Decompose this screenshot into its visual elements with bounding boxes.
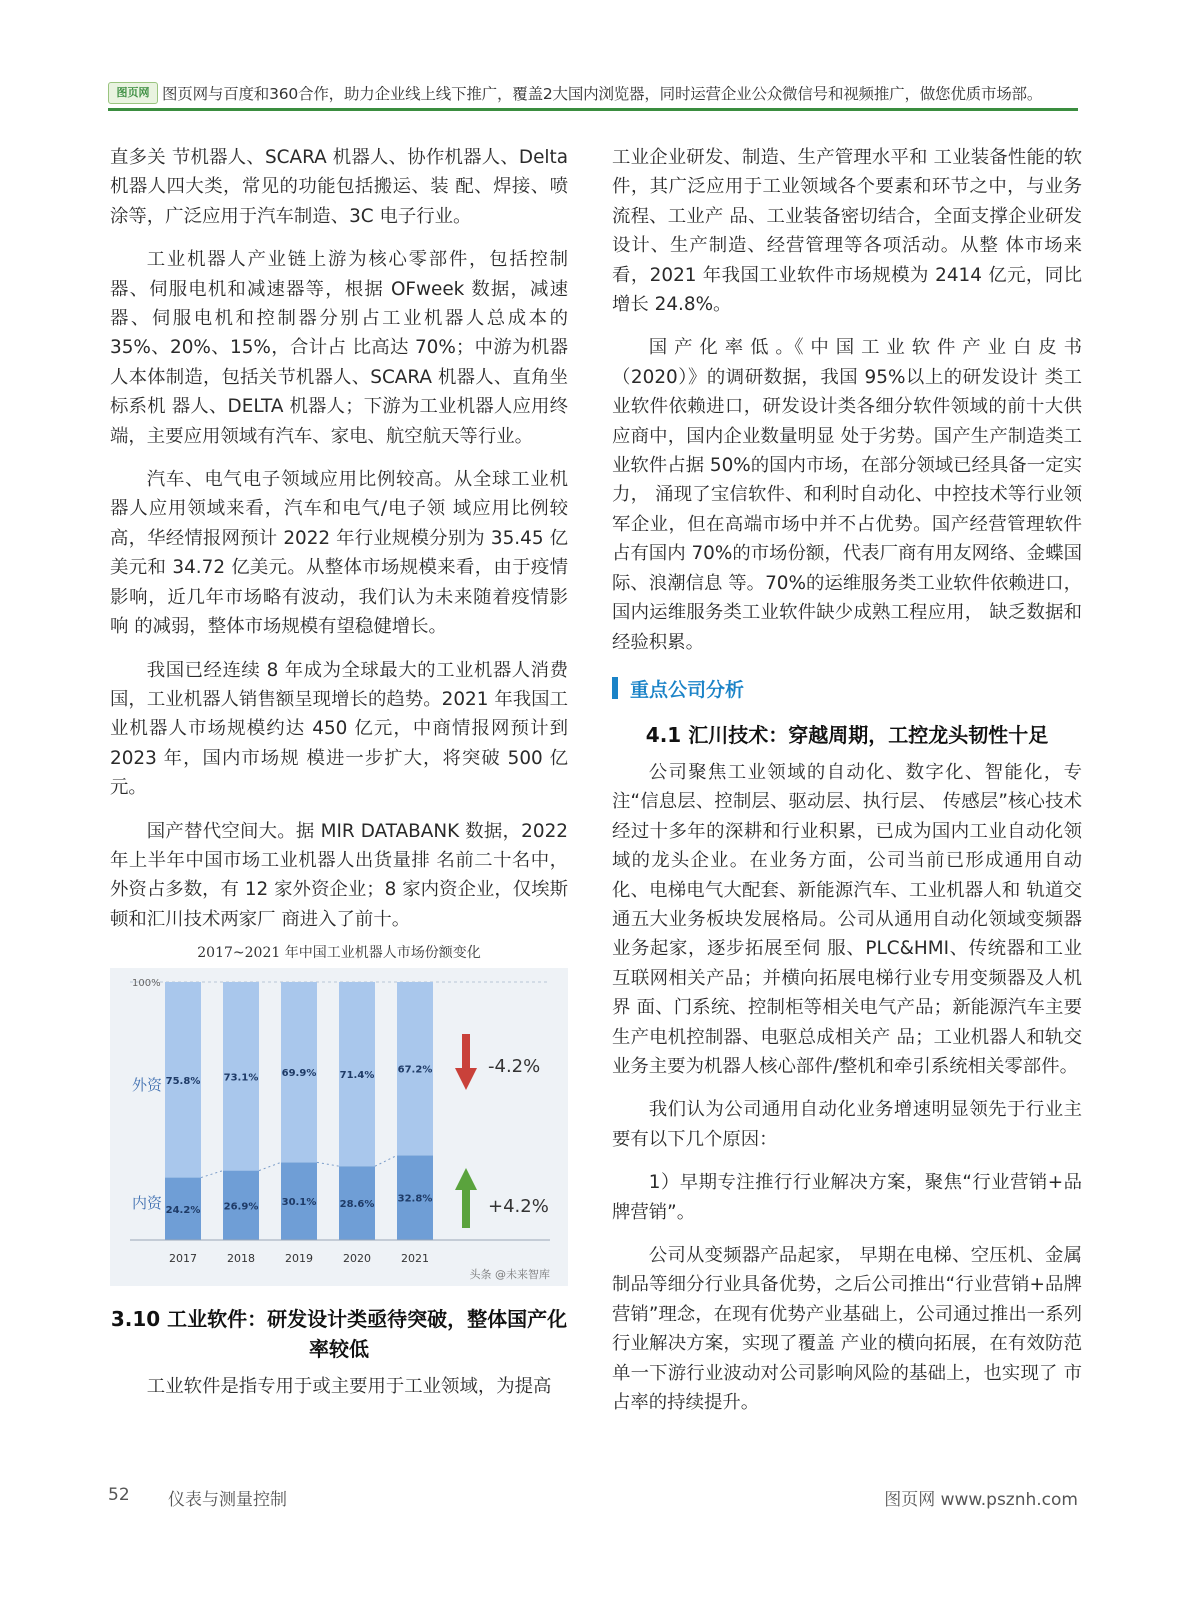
page-footer — [108, 1485, 1078, 1509]
section-heading-4-1: 4.1 汇川技术：穿越周期，工控龙头韧性十足 — [645, 722, 1049, 747]
data-label-domestic: 24.2% — [165, 1204, 201, 1216]
data-label-foreign: 71.4% — [339, 1070, 375, 1082]
magazine-name: 仪表与测量控制 — [168, 1490, 287, 1510]
paragraph: 工业机器人产业链上游为核心零部件，包括控制器、伺服电机和减速器等，根据 OFweek 数据，减速器、伺服电机和控制器分别占工业机器人总成本的 35%、20%、15%，合计占 比高达 70%；中游为机器人本体制造，包括关节机器人、SCARA 机器人、直角坐标系机 器人、DELTA 机器人；下游为工业机器人应用终端，主要应用领域有汽车、家电、航空航天等行业。 — [110, 249, 568, 447]
watermark: 头条 @未来智库 — [469, 1268, 550, 1282]
paragraph: 汽车、电气电子领域应用比例较高。从全球工业机器人应用领域来看，汽车和电气/电子领 域应用比例较高，华经情报网预计 2022 年行业规模分别为 35.45 亿美元和 34.72 亿美元。从整体市场规模来看，由于疫情影响，近几年市场略有波动，我们认为未来随着疫情影响 的减弱，整体市场规模有望稳健增长。 — [110, 469, 568, 638]
xtick-label: 2019 — [285, 1252, 313, 1266]
paragraph: 公司从变频器产品起家， 早期在电梯、空压机、金属制品等细分行业具备优势，之后公司推出“行业营销+品牌 营销”理念，在现有优势产业基础上，公司通过推出一系列行业解决方案，实现了覆盖 产业的横向拓展，在有效防范单一下游行业波动对公司影响风险的基础上，也实现了 市占率的持续提升。 — [612, 1245, 1082, 1414]
paragraph: 公司聚焦工业领域的自动化、数字化、智能化，专注“信息层、控制层、驱动层、执行层、 传感层”核心技术经过十多年的深耕和行业积累，已成为国内工业自动化领域的龙头企业。在业务方面，公司当前已形成通用自动化、电梯电气大配套、新能源汽车、工业机器人和 轨道交通五大业务板块发展格局。公司从通用自动化领域变频器业务起家，逐步拓展至伺 服、PLC&HMI、传统器和工业互联网相关产品；并横向拓展电梯行业专用变频器及人机界 面、门系统、控制柜等相关电气产品；新能源汽车主要生产电机控制器、电驱总成相关产 品；工业机器人和轨交业务主要为机器人核心部件/整机和牵引系统相关零部件。 — [612, 761, 1082, 1077]
data-label-foreign: 67.2% — [397, 1064, 433, 1076]
left-column — [110, 143, 568, 1402]
legend-label-domestic: 内资 — [132, 1194, 163, 1213]
paragraph: 直多关 节机器人、SCARA 机器人、协作机器人、Delta 机器人四大类，常见的功能包括搬运、装 配、焊接、喷涂等，广泛应用于汽车制造、3C 电子行业。 — [110, 147, 568, 227]
data-label-foreign: 69.9% — [281, 1068, 317, 1080]
paragraph: 1）早期专注推行行业解决方案，聚焦“行业营销+品牌营销”。 — [612, 1172, 1082, 1223]
down-arrow-shaft — [462, 1034, 470, 1070]
data-label-domestic: 28.6% — [339, 1199, 375, 1211]
chart-svg — [110, 968, 568, 1286]
xtick-label: 2020 — [343, 1252, 371, 1266]
right-column — [612, 143, 1082, 1417]
paragraph: 国 产 化 率 低 。《 中 国 工 业 软 件 产 业 白 皮 书（2020）》的调研数据，我国 95%以上的研发设计 类工业软件依赖进口，研发设计类各细分软件领域的前十大供应商中，国内企业数量明显 处于劣势。国产生产制造类工业软件占据 50%的国内市场，在部分领域已经具备一定实力， 涌现了宝信软件、和利时自动化、中控技术等行业领军企业，但在高端市场中并不占优势。国产经营管理软件占有国内 70%的市场份额，代表厂商有用友网络、金蝶国际、浪潮信息 等。70%的运维服务类工业软件依赖进口，国内运维服务类工业软件缺少成熟工程应用， 缺乏数据和经验积累。 — [612, 337, 1082, 653]
section-title-text: 重点公司分析 — [630, 678, 745, 701]
page-number: 52 — [108, 1485, 130, 1505]
chart-title: 2017~2021 年中国工业机器人市场份额变化 — [197, 945, 481, 962]
data-label-domestic: 26.9% — [223, 1201, 259, 1213]
section-title — [612, 675, 1082, 702]
data-label-domestic: 32.8% — [397, 1193, 433, 1205]
annotation-down: -4.2% — [488, 1056, 541, 1078]
legend-label-foreign: 外资 — [132, 1076, 163, 1095]
data-label-foreign: 73.1% — [223, 1072, 259, 1084]
section-heading-3-10: 3.10 工业软件：研发设计类亟待突破，整体国产化率较低 — [110, 1307, 568, 1362]
page-header — [108, 78, 1078, 111]
paragraph: 国产替代空间大。据 MIR DATABANK 数据，2022 年上半年中国市场工业机器人出货量排 名前二十名中，外资占多数，有 12 家外资企业；8 家内资企业，仅埃斯顿和汇川技术两家厂 商进入了前十。 — [110, 820, 568, 930]
paragraph: 我国已经连续 8 年成为全球最大的工业机器人消费国，工业机器人销售额呈现增长的趋势。2021 年我国工业机器人市场规模约达 450 亿元，中商情报网预计到 2023 年，国内市场规 模进一步扩大，将突破 500 亿元。 — [110, 659, 568, 799]
xtick-label: 2017 — [169, 1252, 197, 1266]
data-label-domestic: 30.1% — [281, 1197, 317, 1209]
paragraph: 工业软件是指专用于或主要用于工业领域，为提高 — [146, 1376, 552, 1398]
paragraph: 我们认为公司通用自动化业务增速明显领先于行业主要有以下几个原因： — [612, 1099, 1082, 1150]
data-label-foreign: 75.8% — [165, 1075, 201, 1087]
footer-site: 图页网 www.psznh.com — [884, 1490, 1078, 1510]
xtick-label: 2021 — [401, 1252, 429, 1266]
up-arrow-shaft — [462, 1188, 470, 1228]
logo: 图页网 — [108, 82, 158, 104]
paragraph: 工业企业研发、制造、生产管理水平和 工业装备性能的软件，其广泛应用于工业领域各个要素和环节之中，与业务流程、工业产 品、工业装备密切结合，全面支撑企业研发设计、生产制造、经营管理等各项活动。从整 体市场来看，2021 年我国工业软件市场规模为 2414 亿元，同比增长 24.8%。 — [612, 147, 1082, 316]
section-bar-icon — [612, 677, 618, 699]
xtick-label: 2018 — [227, 1252, 255, 1266]
market-share-chart — [110, 968, 568, 1286]
ytick-label: 100% — [132, 978, 161, 990]
header-banner-text: 图页网与百度和360合作，助力企业线上线下推广，覆盖2大国内浏览器，同时运营企业公众微信号和视频推广，做您优质市场部。 — [162, 85, 1043, 103]
annotation-up: +4.2% — [488, 1196, 549, 1218]
